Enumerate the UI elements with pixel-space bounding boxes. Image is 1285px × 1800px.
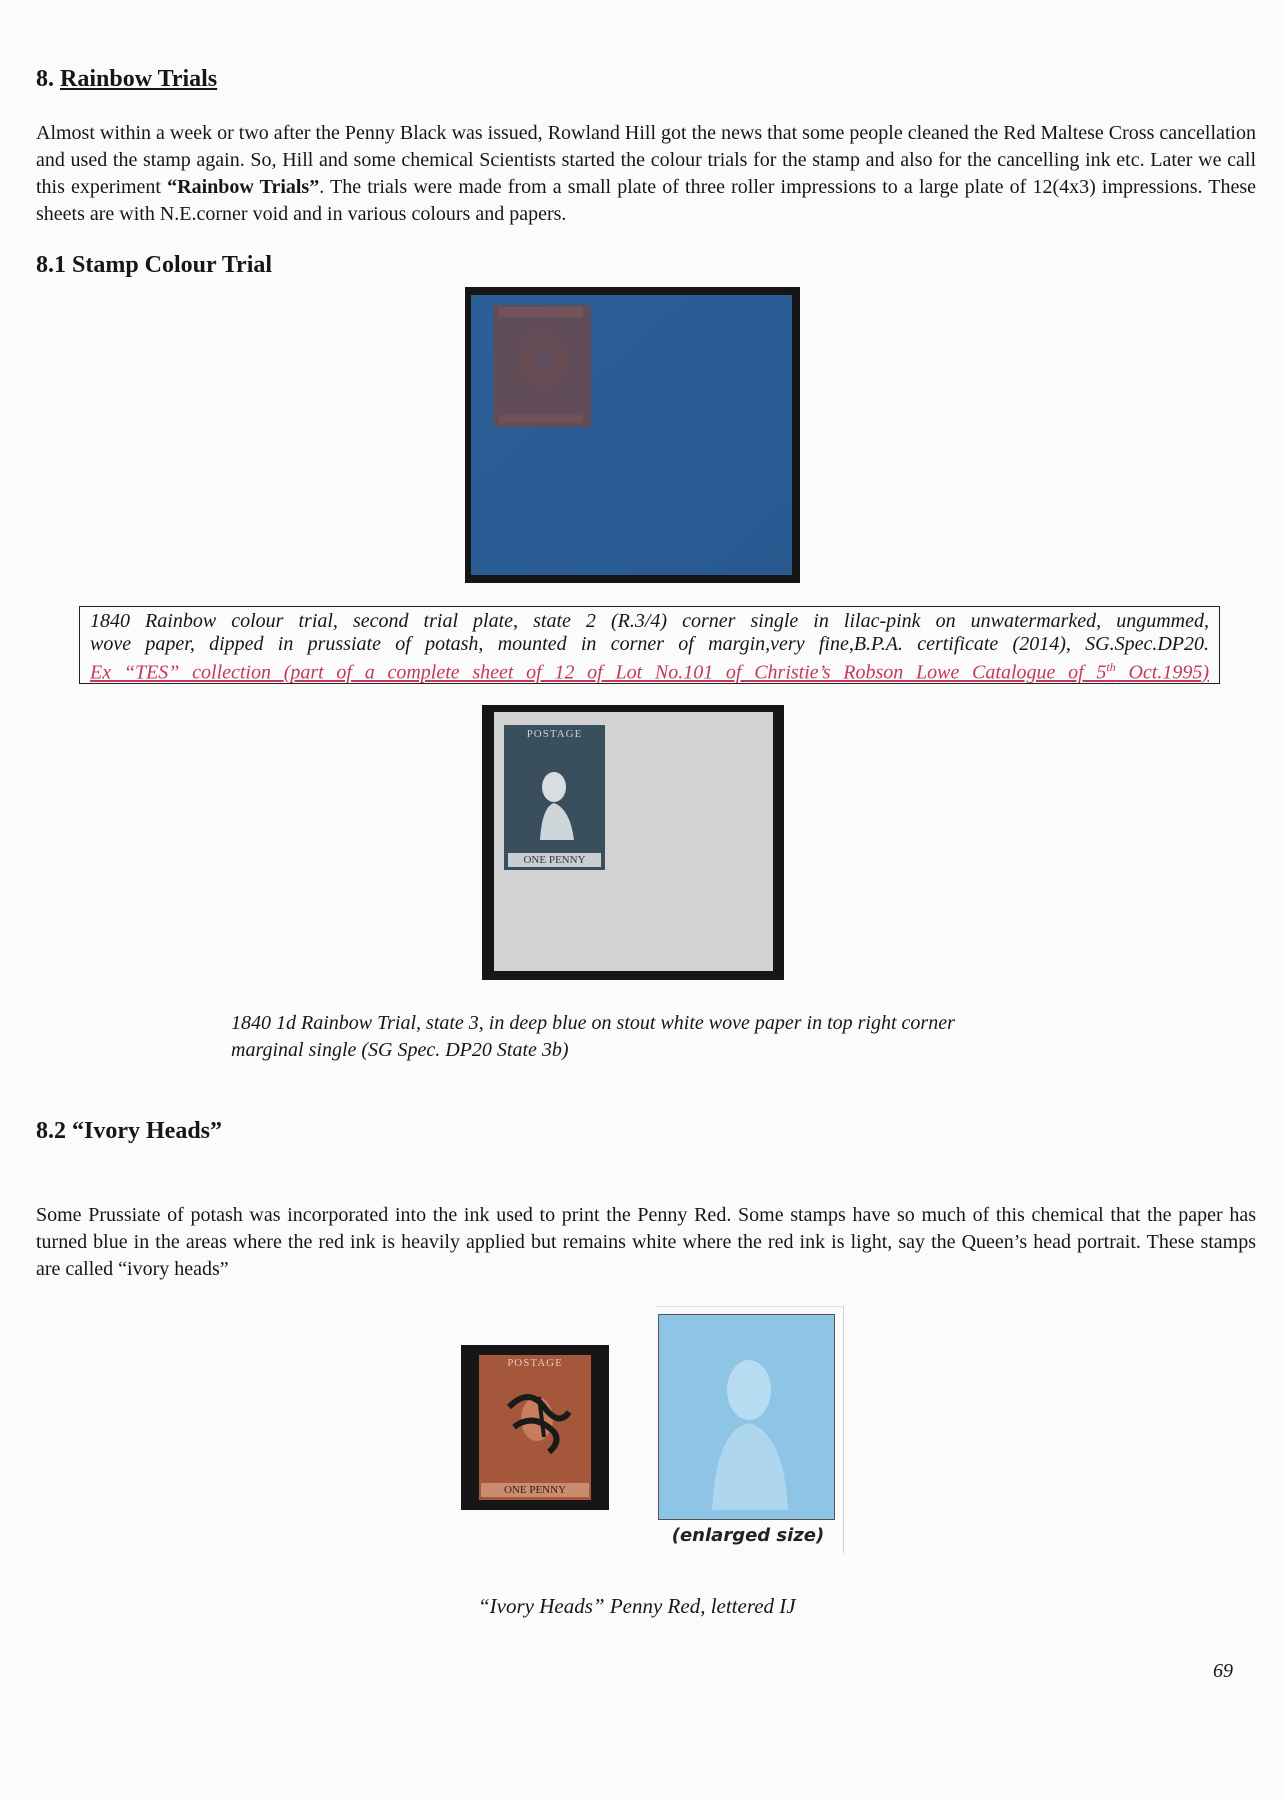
maltese-cross-cancellation-icon (499, 1377, 574, 1482)
stamp2-top-label: POSTAGE (526, 728, 583, 740)
intro-bold-term: “Rainbow Trials” (167, 176, 320, 198)
section-heading (36, 66, 217, 93)
blue-trial-stamp-image (465, 287, 800, 583)
deep-blue-stamp (504, 725, 605, 870)
caption2-line2: marginal single (SG Spec. DP20 State 3b) (231, 1039, 569, 1061)
ivory-head-portrait-icon (704, 1345, 794, 1510)
caption1-provenance (90, 656, 1209, 685)
queen-portrait-icon (534, 765, 579, 840)
penny-red-mount (461, 1345, 609, 1510)
ivory-head-enlarged-panel (655, 1306, 844, 1553)
subsection-heading-stamp-colour-trial: 8.1 Stamp Colour Trial (36, 252, 273, 278)
caption1-line1: 1840 Rainbow colour trial, second trial plate, state 2 (R.3/4) corner single in lilac-pink on unwatermarked, ungummed, (90, 610, 1209, 632)
subsection-heading-ivory-heads: 8.2 “Ivory Heads” (36, 1118, 222, 1144)
caption-deep-blue-trial (231, 1010, 1091, 1064)
penny-red-stamp (479, 1355, 591, 1500)
ivory-heads-paragraph: Some Prussiate of potash was incorporated into the ink used to print the Penny Red. Some stamps have so much of this chemical that the paper has turned blue in the areas where the red ink is heavily applied but remains white where the red ink is light, say the Queen’s head portrait. These stamps are called “ivory heads” (36, 1204, 1256, 1280)
intro-text: Almost within a week or two after the Penny Black was issued, Rowland Hill got the news that some people cleaned the Red Maltese Cross cancellation and used the stamp again. So, Hill and some chemical Scientists started the colour trials for the stamp and also for the cancelling ink etc. Later we call this experiment (36, 122, 1256, 198)
deep-blue-trial-mount (482, 705, 784, 980)
caption1-line3-post: Oct.1995) (1115, 661, 1209, 684)
caption-ivory-heads: “Ivory Heads” Penny Red, lettered IJ (478, 1594, 796, 1618)
enlarged-size-label: (enlarged size) (671, 1525, 825, 1546)
stamp3-bottom-label: ONE PENNY (481, 1483, 589, 1497)
page-number: 69 (1213, 1660, 1233, 1682)
ivory-head-stamp-enlarged (658, 1314, 835, 1520)
stamp2-bottom-label: ONE PENNY (508, 853, 601, 867)
intro-paragraph (36, 120, 1256, 228)
caption-colour-trial (79, 606, 1220, 684)
caption2-line1: 1840 1d Rainbow Trial, state 3, in deep blue on stout white wove paper in top right corner (231, 1012, 955, 1034)
caption1-line3-pre: Ex “TES” collection (part of a complete sheet of 12 of Lot No.101 of Christie’s Robson Lowe Catalogue of 5 (90, 661, 1107, 684)
caption1-line3-sup: th (1106, 660, 1116, 674)
stamp3-top-label: POSTAGE (507, 1357, 563, 1369)
section-number: 8. (36, 66, 54, 92)
section-title: Rainbow Trials (60, 66, 218, 92)
stamp-colour-trial-mount (465, 287, 800, 583)
caption1-line2: wove paper, dipped in prussiate of potash, mounted in corner of margin,very fine,B.P.A. certificate (2014), SG.Spec.DP20. (90, 633, 1209, 655)
intro-text-end: . The trials were made from a small plate of three roller impressions to a large plate of 12(4x3) impressions. These sheets are with N.E.corner void and in various colours and papers. (36, 176, 1256, 225)
